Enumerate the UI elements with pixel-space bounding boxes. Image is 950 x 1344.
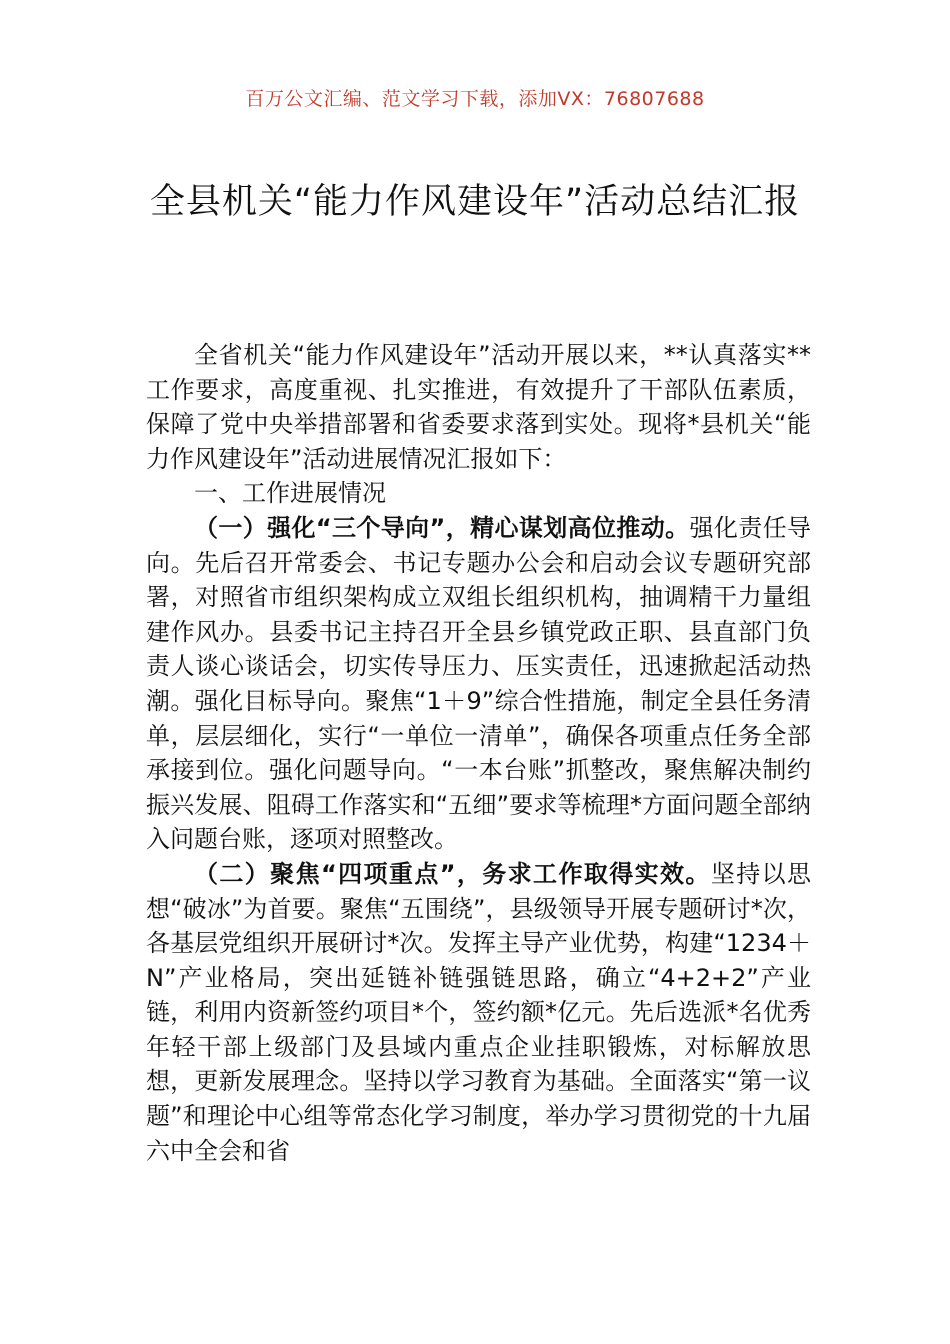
subsection-paragraph-2 (146, 857, 811, 1168)
header-note: 百万公文汇编、范文学习下载，添加VX：76807688 (245, 88, 705, 110)
subsection-heading-2: （二）聚焦“四项重点”，务求工作取得实效。 (194, 859, 711, 888)
document-body (146, 338, 811, 1168)
subsection-paragraph-1 (146, 511, 811, 857)
document-title: 全县机关“能力作风建设年”活动总结汇报 (149, 182, 801, 222)
subsection-text-2: 坚持以思想“破冰”为首要。聚焦“五围绕”，县级领导开展专题研讨*次，各基层党组织开展研讨*次。发挥主导产业优势，构建“1234＋N”产业格局，突出延链补链强链思路，确立“4+2+2”产业链，利用内资新签约项目*个，签约额*亿元。先后选派*名优秀年轻干部上级部门及县域内重点企业挂职锻炼，对标解放思想，更新发展理念。坚持以学习教育为基础。全面落实“第一议题”和理论中心组等常态化学习制度，举办学习贯彻党的十九届六中全会和省 (146, 859, 812, 1165)
section-heading-text: 一、工作进展情况 (194, 479, 386, 508)
subsection-heading-1: （一）强化“三个导向”，精心谋划高位推动。 (194, 513, 690, 542)
section-heading (146, 476, 811, 511)
intro-text: 全省机关“能力作风建设年”活动开展以来，**认真落实**工作要求，高度重视、扎实推进，有效提升了干部队伍素质，保障了党中央举措部署和省委要求落到实处。现将*县机关“能力作风建设年”活动进展情况汇报如下： (146, 341, 811, 473)
intro-paragraph (146, 338, 811, 476)
subsection-text-1: 强化责任导向。先后召开常委会、书记专题办公会和启动会议专题研究部署，对照省市组织架构成立双组长组织机构，抽调精干力量组建作风办。县委书记主持召开全县乡镇党政正职、县直部门负责人谈心谈话会，切实传导压力、压实责任，迅速掀起活动热潮。强化目标导向。聚焦“1＋9”综合性措施，制定全县任务清单，层层细化，实行“一单位一清单”，确保各项重点任务全部承接到位。强化问题导向。“一本台账”抓整改，聚焦解决制约振兴发展、阻碍工作落实和“五细”要求等梳理*方面问题全部纳入问题台账，逐项对照整改。 (146, 513, 812, 854)
